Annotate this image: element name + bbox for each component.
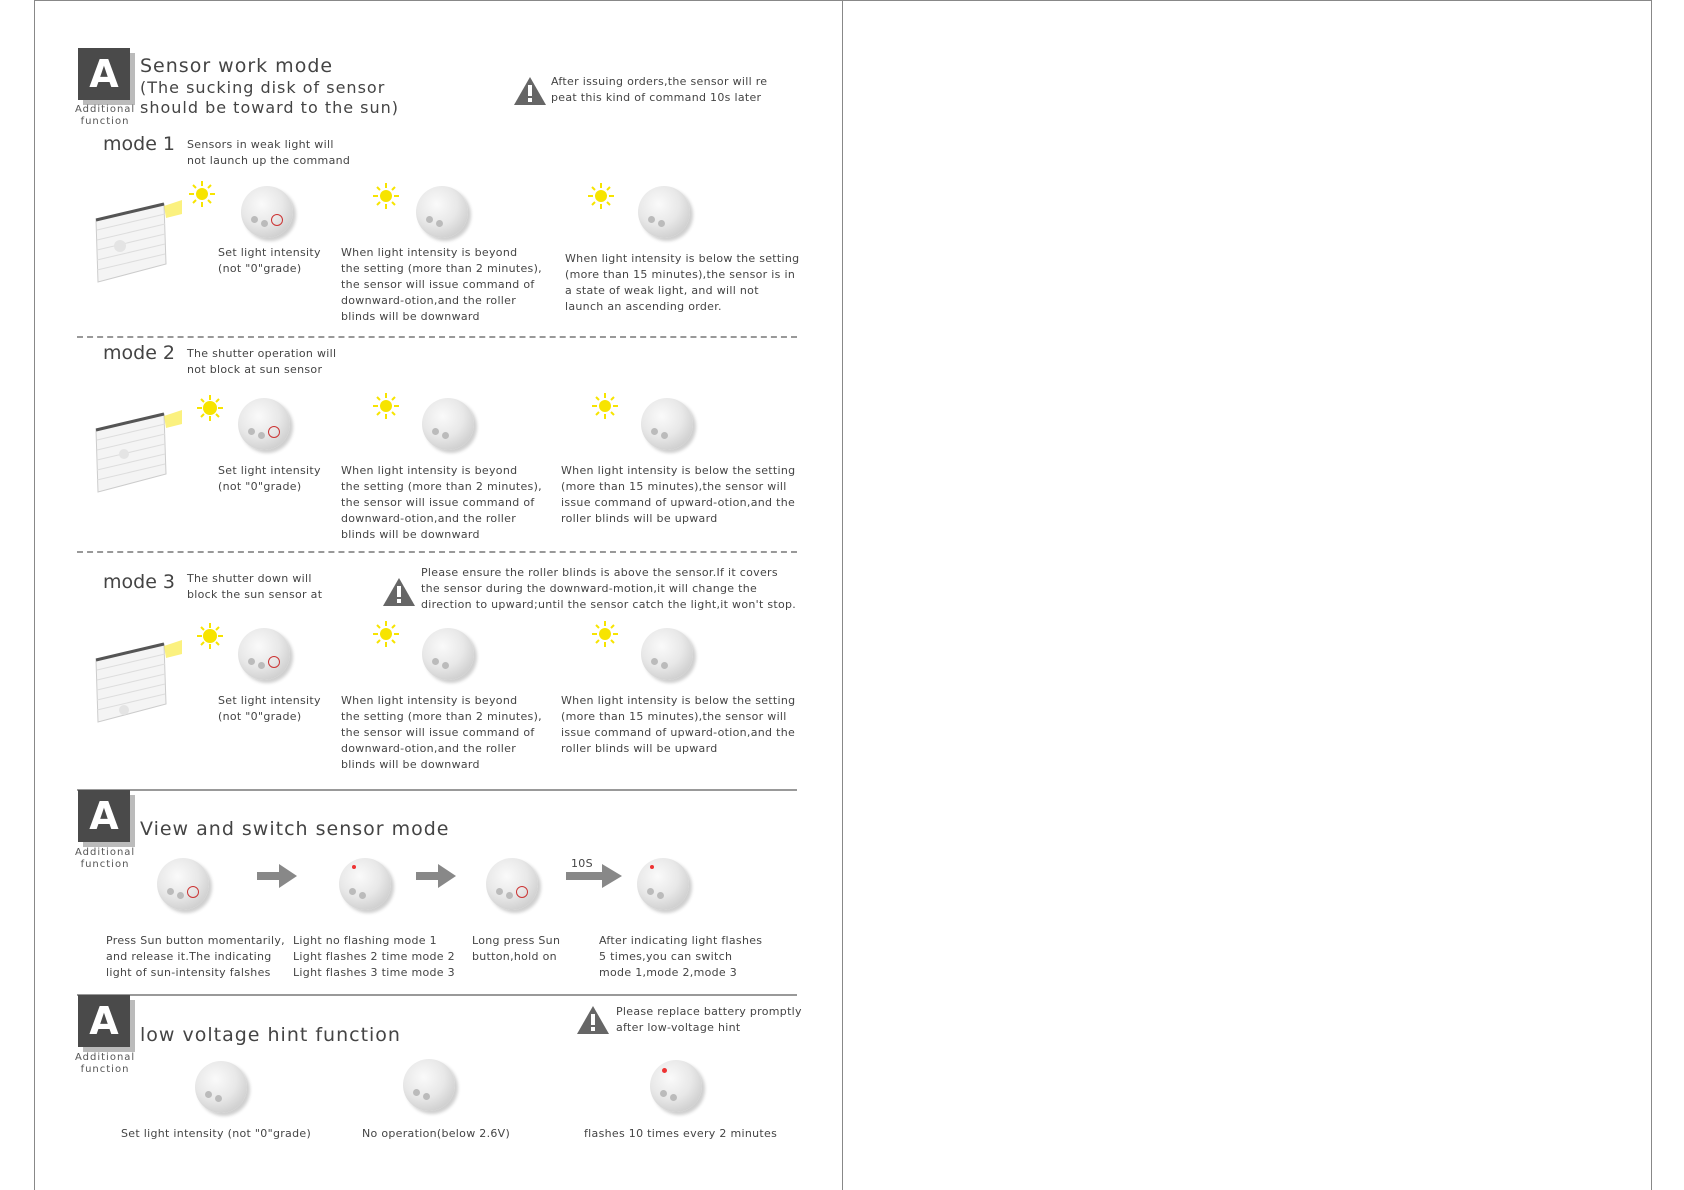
sensor-icon	[339, 858, 391, 910]
divider-solid	[77, 994, 797, 996]
sun-icon	[373, 393, 399, 419]
arrow-right-icon	[257, 864, 297, 888]
section1-subtitle-line2: should be toward to the sun)	[140, 98, 400, 117]
sensor-icon	[641, 628, 693, 680]
sensor-icon	[195, 1061, 247, 1113]
mode2-note: The shutter operation will not block at sun sensor	[187, 347, 337, 376]
mode3-label: mode 3	[103, 571, 176, 593]
warning-icon	[513, 76, 547, 106]
sensor-icon	[638, 186, 690, 238]
section3-warning-text: Please replace battery promptly after low-voltage hint	[616, 1005, 802, 1034]
section3-caption3: flashes 10 times every 2 minutes	[584, 1127, 778, 1140]
section1-warning-text: After issuing orders,the sensor will re peat this kind of command 10s later	[551, 75, 768, 104]
roller-blind-icon	[92, 640, 182, 730]
section2-step1-text: Press Sun button momentarily, and release it.The indicating light of sun-intensity falshes	[106, 934, 285, 979]
badge-caption: Additional function	[75, 1052, 136, 1075]
sensor-icon	[416, 186, 468, 238]
badge-a: A	[78, 48, 130, 100]
mode1-step3-text: When light intensity is below the setting (more than 15 minutes),the sensor is in a state of weak light, and will not launch an ascending order.	[565, 252, 800, 313]
section2-step4-text: After indicating light flashes 5 times,you can switch mode 1,mode 2,mode 3	[599, 934, 763, 979]
sensor-icon	[422, 398, 474, 450]
section3-caption2: No operation(below 2.6V)	[362, 1127, 511, 1140]
mode2-label: mode 2	[103, 342, 176, 364]
badge-caption: Additional function	[75, 847, 136, 870]
mode2-step3-text: When light intensity is below the setting (more than 15 minutes),the sensor will issue command of upward-otion,and the roller blinds will be upward	[561, 464, 796, 525]
sun-icon	[189, 181, 215, 207]
sun-icon	[373, 621, 399, 647]
divider-dashed	[77, 336, 797, 338]
sensor-icon	[238, 628, 290, 680]
section3-caption1: Set light intensity (not "0"grade)	[121, 1127, 312, 1140]
section1-subtitle-line1: (The sucking disk of sensor	[140, 78, 386, 97]
mode1-note: Sensors in weak light will not launch up the command	[187, 138, 351, 167]
arrow-right-icon	[416, 864, 456, 888]
sensor-icon	[422, 628, 474, 680]
sun-icon	[592, 393, 618, 419]
sun-icon	[197, 395, 223, 421]
divider-dashed	[77, 551, 797, 553]
section1-title: Sensor work mode	[140, 55, 334, 77]
divider-solid	[77, 789, 797, 791]
mode1-step2-text: When light intensity is beyond the setting (more than 2 minutes), the sensor will issue command of downward-otion,and the roller blinds will be downward	[341, 246, 542, 323]
warning-icon	[576, 1005, 610, 1035]
sensor-icon	[403, 1059, 455, 1111]
roller-blind-icon	[92, 410, 182, 500]
left-page-border	[34, 0, 35, 1190]
mode2-step1-text: Set light intensity (not "0"grade)	[218, 464, 321, 493]
sensor-icon	[241, 186, 293, 238]
sun-icon	[197, 623, 223, 649]
mode1-step1-text: Set light intensity (not "0"grade)	[218, 246, 321, 275]
mode3-step1-text: Set light intensity (not "0"grade)	[218, 694, 321, 723]
page-divider	[842, 0, 843, 1190]
sensor-icon	[641, 398, 693, 450]
mode2-step2-text: When light intensity is beyond the setting (more than 2 minutes), the sensor will issue command of downward-otion,and the roller blinds will be downward	[341, 464, 542, 541]
sensor-icon	[238, 398, 290, 450]
roller-blind-icon	[92, 200, 182, 290]
badge-caption: Additional function	[75, 104, 136, 127]
section2-title: View and switch sensor mode	[140, 818, 450, 840]
mode3-step2-text: When light intensity is beyond the setting (more than 2 minutes), the sensor will issue command of downward-otion,and the roller blinds will be downward	[341, 694, 542, 771]
right-page-border	[1651, 0, 1652, 1190]
mode3-warning-text: Please ensure the roller blinds is above the sensor.If it covers the sensor during the downward-motion,it will change the direction to upward;until the sensor catch the light,it won't stop.	[421, 566, 797, 611]
sun-icon	[592, 621, 618, 647]
delay-label: 10S	[571, 857, 593, 870]
warning-icon	[382, 577, 416, 607]
mode1-label: mode 1	[103, 133, 176, 155]
sun-icon	[373, 183, 399, 209]
sensor-icon	[157, 858, 209, 910]
section3-title: low voltage hint function	[140, 1024, 401, 1046]
section2-step3-text: Long press Sun button,hold on	[472, 934, 561, 963]
badge-a: A	[78, 995, 130, 1047]
sensor-icon	[486, 858, 538, 910]
sun-icon	[588, 183, 614, 209]
section2-step2-text: Light no flashing mode 1 Light flashes 2 time mode 2 Light flashes 3 time mode 3	[293, 934, 455, 979]
mode3-step3-text: When light intensity is below the setting (more than 15 minutes),the sensor will issue command of upward-otion,and the roller blinds will be upward	[561, 694, 796, 755]
arrow-right-icon	[566, 864, 622, 888]
sensor-icon	[650, 1060, 702, 1112]
mode3-note: The shutter down will block the sun sensor at	[187, 572, 323, 601]
sensor-icon	[637, 858, 689, 910]
badge-a: A	[78, 790, 130, 842]
